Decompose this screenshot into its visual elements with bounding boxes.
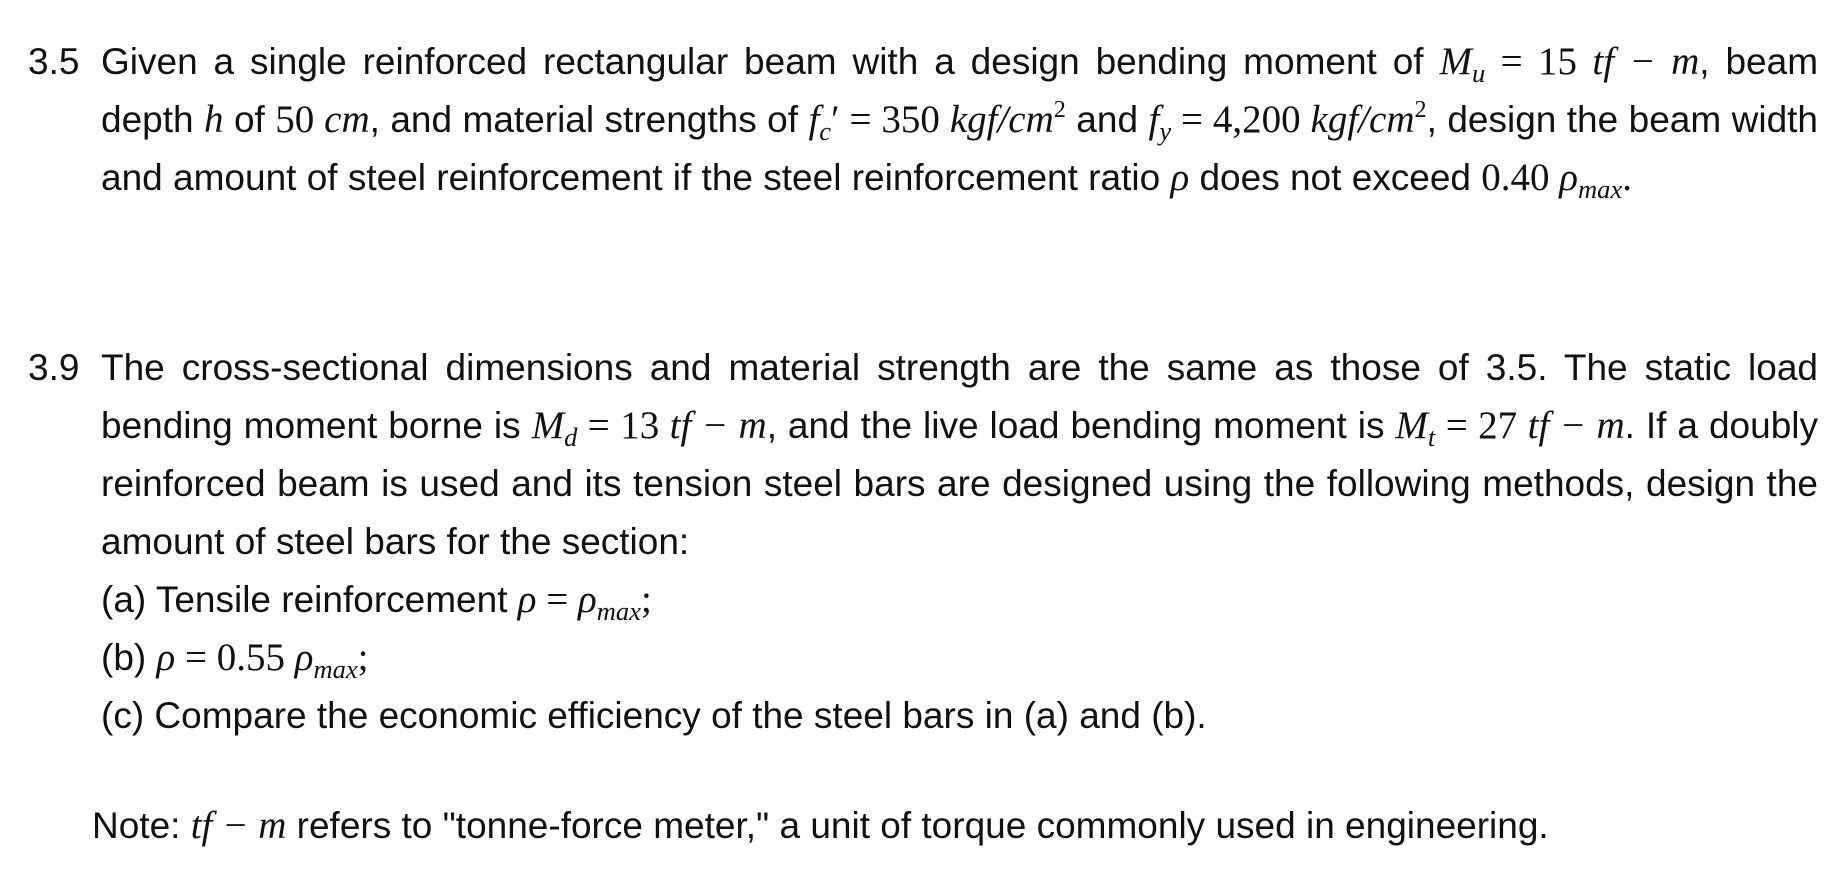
depth-value: 50 cm xyxy=(275,98,370,141)
static-moment-formula: $M_d = 13$ tf − m xyxy=(531,404,767,452)
steel-strength-formula: $f_y = 4,200$ kgf/$cm^2$ xyxy=(1148,96,1427,146)
rho-symbol: ρ xyxy=(1170,156,1190,199)
rho-limit-formula: 0.40 $\rho_{max}$. xyxy=(1481,156,1632,204)
unit-symbol: tf − m xyxy=(190,804,287,847)
problem-statement: The cross-sectional dimensions and material strength are the same as those of 3.5. The static load bending moment borne is $M_d = 13$ tf − m, and the live load bending moment is $M_t = 27$ tf − m. If a doubly reinforced beam is used and its tension steel bars are designed using the following methods, design the amount of steel bars for the section: xyxy=(101,347,1818,562)
problem-number: 3.9 xyxy=(28,347,80,388)
problem-text xyxy=(101,339,1818,745)
concrete-strength-formula: $f_c' = 350$ kgf/$cm^2$ xyxy=(808,96,1066,146)
problem-3-9 xyxy=(28,339,1818,745)
subquestion-b-formula: ρ = 0.55 $\rho_{max}$; xyxy=(156,636,369,684)
subquestion-c: (c) Compare the economic efficiency of the steel bars in (a) and (b). xyxy=(101,695,1207,736)
depth-symbol: h xyxy=(204,98,224,141)
subquestion-a-formula: $\rho = \rho_{max}$; xyxy=(517,578,652,626)
footnote: Note: tf − m refers to "tonne-force meter," a unit of torque commonly used in engineering. xyxy=(92,804,1549,847)
live-moment-formula: $M_t = 27$ tf − m xyxy=(1395,404,1625,452)
problem-text: Given a single reinforced rectangular beam with a design bending moment of $M_u = 15$ tf − m, beam depth h of 50 cm, and material strengths of $f_c' = 350$ kgf/$cm^2$ and $f_y = 4,200$ kgf/$cm^2$, design the beam width and amount of steel reinforcement if the steel reinforcement ratio ρ does not exceed 0.40 $\rho_{max}$. xyxy=(101,40,1819,204)
subquestion-b: (b) ρ = 0.55 $\rho_{max}$; xyxy=(101,636,369,684)
design-moment-formula: $M_u = 15$ tf − m xyxy=(1439,40,1700,88)
problem-3-5 xyxy=(28,33,1818,207)
subquestion-a: (a) Tensile reinforcement $\rho = \rho_{max}$; xyxy=(101,578,652,626)
problem-number: 3.5 xyxy=(28,41,80,82)
